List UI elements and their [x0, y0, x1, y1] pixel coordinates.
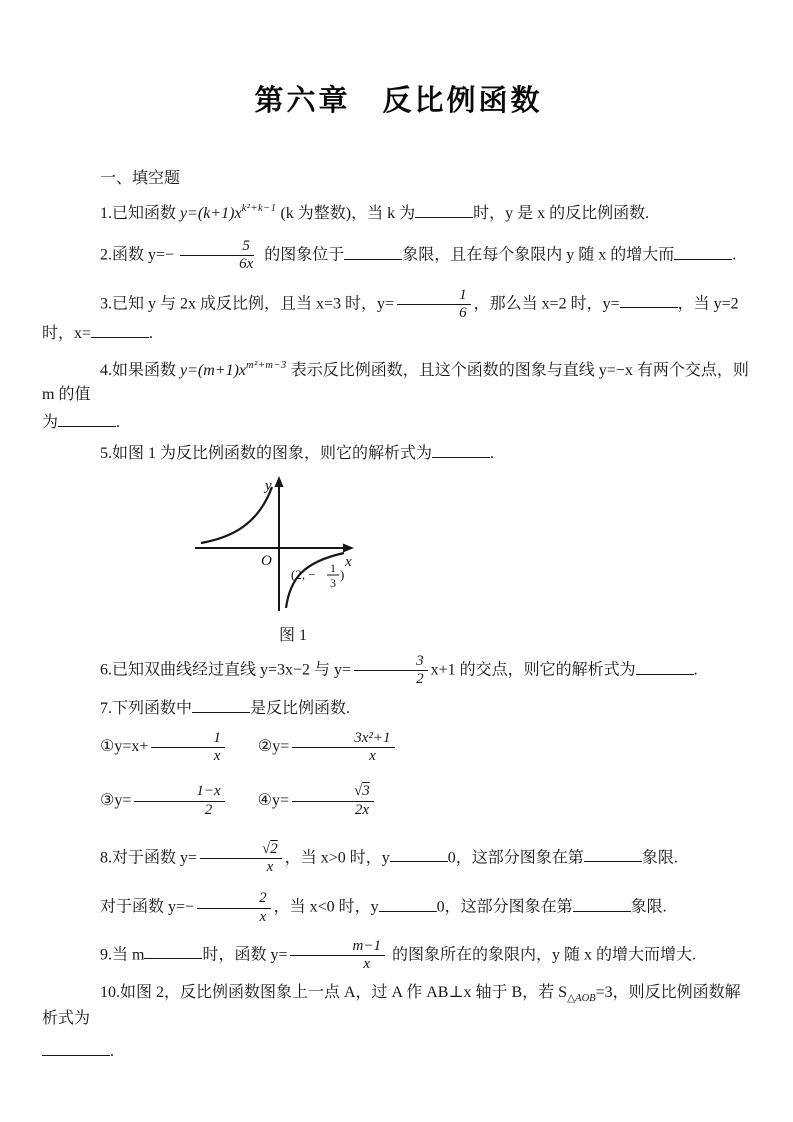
fraction-denominator: x: [363, 956, 371, 973]
q8a-text-2: ，当 x>0 时，y: [284, 849, 390, 867]
fraction: [290, 938, 384, 974]
q2-text-1: 2.函数 y=−: [100, 246, 175, 264]
point-label: [291, 561, 344, 590]
blank-underline: [58, 411, 116, 427]
fraction-numerator: 1: [397, 287, 471, 305]
question-7: [42, 697, 755, 720]
x-axis-arrow: [343, 544, 354, 553]
blank-underline: [390, 846, 448, 862]
q3-text-3: ，当 y=2 时，x=: [42, 295, 739, 343]
q5-text-1: 5.如图 1 为反比例函数的图象，则它的解析式为: [100, 444, 433, 462]
fraction-denominator: x: [266, 859, 274, 876]
q8b-text-2: ，当 x<0 时，y: [273, 898, 379, 916]
q1-text-2: (k 为整数)，当 k 为: [276, 205, 416, 222]
fraction-numerator: 5: [180, 238, 254, 256]
fraction-denominator: x: [213, 748, 221, 765]
blank-underline: [636, 659, 694, 675]
q7-text-2: 是反比例函数.: [250, 699, 351, 717]
q2-text-4: .: [732, 246, 737, 264]
fraction: [397, 287, 471, 323]
q10-subscript: △AOB: [567, 993, 596, 1005]
point-label-post: ): [340, 567, 345, 583]
q10-text-3: .: [110, 1042, 114, 1060]
fraction-denominator: 6: [459, 304, 467, 321]
fraction: [354, 653, 428, 689]
option-1-pre: ①y=x+: [100, 738, 149, 756]
fraction-denominator: 6x: [239, 256, 254, 273]
fraction-numerator: [292, 783, 374, 801]
y-axis-arrow: [275, 476, 284, 487]
blank-underline: [573, 896, 631, 912]
hyperbola-graph: [187, 475, 399, 615]
option-1: [100, 729, 228, 765]
blank-underline: [144, 943, 202, 959]
fraction-denominator: 2: [204, 801, 213, 818]
question-5: [42, 442, 755, 465]
curve-quadrant-2: [201, 487, 272, 543]
fraction: [151, 730, 225, 766]
radicand: 3: [362, 783, 370, 800]
q4-text-3: 为: [42, 413, 59, 431]
q1-exponent: k²+k−1: [241, 203, 277, 214]
fraction-numerator: 2: [197, 890, 271, 908]
option-2-pre: ②y=: [257, 738, 290, 756]
q4-text-4: .: [116, 413, 121, 431]
blank-underline: [91, 322, 149, 338]
radical-sign: √: [262, 840, 271, 857]
page-title: 第六章 反比例函数: [254, 83, 543, 117]
q4-text-2: 表示反比例函数，且这个函数的图象与直线 y=−x 有两个交点，则 m 的值: [42, 362, 749, 403]
q8a-text-4: 象限.: [641, 849, 678, 867]
q9-text-1: 9.当 m: [100, 946, 145, 964]
q8b-text-4: 象限.: [630, 898, 667, 916]
fraction: [134, 783, 224, 819]
fraction: [197, 890, 271, 926]
q4-text-1: 4.如果函数: [100, 362, 181, 380]
point-label-numerator: 1: [330, 561, 336, 576]
q7-text-1: 7.下列函数中: [100, 699, 193, 717]
question-6: [42, 653, 755, 689]
fraction-numerator: 1: [151, 730, 225, 748]
fraction-numerator: 1−x: [134, 783, 224, 801]
q4-exponent: m²+m−3: [246, 360, 287, 372]
option-4: [257, 783, 377, 818]
q10-text-2: =3，则反比例函数解析式为: [42, 984, 741, 1027]
q3-text-4: .: [149, 325, 154, 343]
question-4: [42, 358, 755, 405]
fraction-numerator: m−1: [290, 938, 384, 956]
option-4-pre: ④y=: [257, 791, 290, 809]
question-10: [42, 981, 755, 1029]
blank-underline: [415, 202, 473, 218]
section-heading: 一、填空题: [100, 170, 181, 187]
blank-underline: [432, 442, 490, 458]
question-2: [42, 238, 755, 274]
question-9: [42, 938, 755, 974]
question-1: [42, 201, 755, 225]
fraction-numerator: 3: [354, 653, 428, 671]
q2-text-2: 的图象位于: [260, 246, 345, 264]
point-label-pre: (2, −: [291, 567, 316, 583]
blank-underline: [344, 244, 402, 260]
fraction: [292, 783, 374, 819]
question-10-continuation: [42, 1040, 755, 1063]
q3-text-2: ，那么当 x=2 时，y=: [473, 295, 620, 313]
fraction-numerator: 3x²+1: [292, 730, 394, 748]
q4-formula: y=(m+1)x: [180, 362, 247, 380]
origin-label: O: [261, 553, 272, 570]
blank-underline: [192, 697, 250, 713]
question-7-options-row-1: [42, 730, 755, 766]
radicand: 2: [270, 840, 278, 857]
fraction-numerator: [200, 841, 282, 859]
point-label-denominator: 3: [330, 576, 336, 591]
fraction: [177, 238, 257, 274]
q5-text-2: .: [490, 444, 495, 462]
question-7-options-row-2: [42, 783, 755, 819]
fraction: [200, 841, 282, 877]
blank-underline: [674, 244, 732, 260]
q8b-text-3: 0，这部分图象在第: [436, 898, 573, 916]
q8a-text-3: 0，这部分图象在第: [447, 849, 584, 867]
y-axis-label: y: [265, 478, 272, 495]
q10-text-1: 10.如图 2，反比例函数图象上一点 A，过 A 作 AB⊥x 轴于 B，若 S: [100, 984, 568, 1002]
blank-underline: [379, 896, 437, 912]
q3-text-1: 3.已知 y 与 2x 成反比例，且当 x=3 时，y=: [100, 295, 395, 313]
option-3: [100, 783, 228, 818]
q1-formula: y=(k+1)x: [180, 205, 242, 222]
q6-text-2: x+1 的交点，则它的解析式为: [430, 661, 636, 679]
fraction: [292, 730, 394, 766]
q8b-text-1: 对于函数 y=−: [100, 898, 195, 916]
blank-underline: [620, 292, 678, 308]
option-3-pre: ③y=: [100, 791, 132, 809]
x-axis-label: x: [345, 554, 352, 571]
q6-text-1: 6.已知双曲线经过直线 y=3x−2 与 y=: [100, 661, 352, 679]
q1-text-3: 时，y 是 x 的反比例函数.: [473, 205, 650, 222]
q8a-text-1: 8.对于函数 y=: [100, 849, 198, 867]
radical-sign: √: [354, 783, 363, 800]
option-2: [257, 729, 398, 765]
fraction-denominator: x: [259, 908, 267, 925]
fraction-denominator: x: [369, 748, 376, 765]
figure-1: [187, 475, 399, 645]
fraction-denominator: 2x: [354, 801, 369, 818]
q2-text-3: 象限，且在每个象限内 y 随 x 的增大而: [402, 246, 675, 264]
fraction-denominator: 2: [416, 671, 424, 688]
q9-text-2: 时，函数 y=: [202, 946, 288, 964]
question-3: [42, 287, 755, 346]
q6-text-3: .: [693, 661, 698, 679]
q1-text-1: 1.已知函数: [100, 205, 181, 222]
blank-underline: [42, 1040, 110, 1056]
blank-underline: [584, 846, 642, 862]
question-8-part-2: [42, 890, 755, 926]
question-4-continuation: [42, 411, 755, 434]
question-8-part-1: [42, 841, 755, 877]
q9-text-3: 的图象所在的象限内，y 随 x 的增大而增大.: [387, 946, 696, 964]
figure-caption: 图 1: [278, 627, 307, 645]
